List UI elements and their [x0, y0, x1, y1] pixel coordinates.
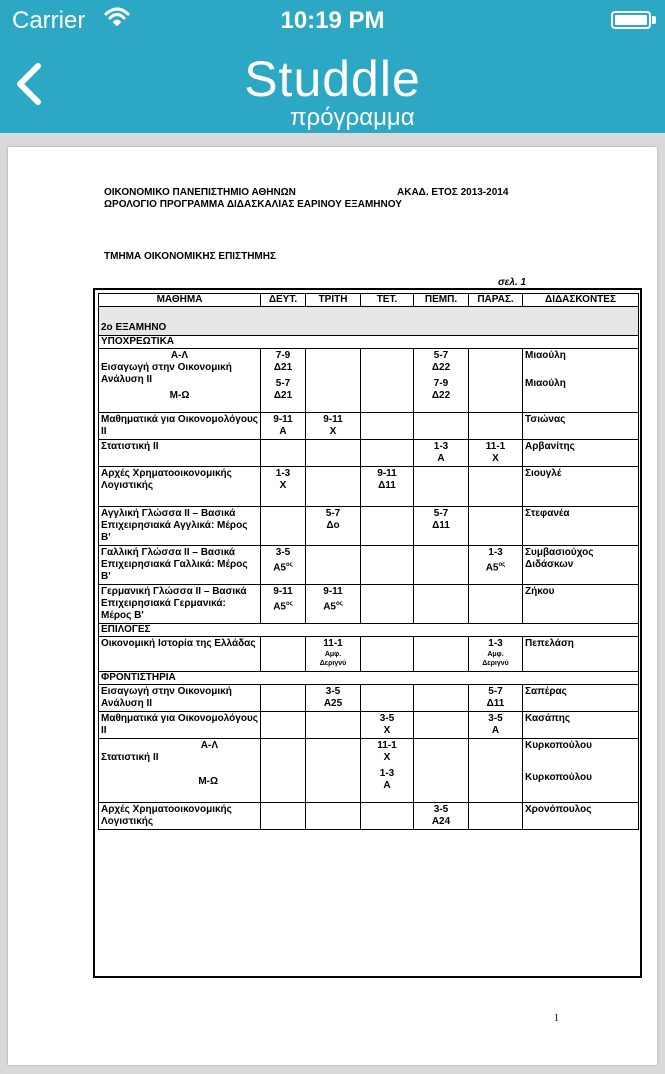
thu-cell [414, 507, 469, 546]
fri-cell [469, 546, 523, 585]
course-cell: Αρχές Χρηματοοικονομικής Λογιστικής [99, 467, 261, 507]
thu-cell [414, 546, 469, 585]
battery-icon [611, 11, 651, 29]
course-cell: Αγγλική Γλώσσα ΙΙ – Βασικά Επιχειρησιακά Αγγλικά: Μέρος Β' [99, 507, 261, 546]
teacher-cell: Χρονόπουλος [523, 803, 639, 830]
slot-room: Χ [492, 453, 499, 464]
slot-room: Α [491, 725, 500, 736]
slot-time: 3-5 [433, 804, 449, 815]
group-label: Μ-Ω [169, 390, 190, 401]
tue-cell [306, 739, 361, 803]
course-cell: Μαθηματικά για Οικονομολόγους ΙΙ [99, 712, 261, 739]
table-row [99, 507, 639, 546]
slot-room: Α5 [485, 562, 499, 574]
mon-cell [261, 637, 306, 672]
col-wed: ΤΕΤ. [361, 294, 414, 307]
teacher-cell: Κασάπης [523, 712, 639, 739]
fri-cell [469, 413, 523, 440]
slot-room: Δ11 [486, 698, 505, 709]
slot-time: 5-7 [275, 378, 291, 389]
room-suffix: ος [286, 601, 293, 607]
col-teachers: ΔΙΔΑΣΚΟΝΤΕΣ [523, 294, 639, 307]
wed-cell [361, 685, 414, 712]
group-label: Α-Λ [200, 740, 218, 751]
page-number: 1 [554, 1013, 559, 1024]
teacher-name: Μιαούλη [525, 378, 566, 389]
teacher-name: Κυρκοπούλου [525, 772, 592, 783]
wed-cell [361, 637, 414, 672]
wed-cell [361, 712, 414, 739]
program-title: ΩΡΟΛΟΓΙΟ ΠΡΟΓΡΑΜΜΑ ΔΙΔΑΣΚΑΛΙΑΣ ΕΑΡΙΝΟΥ ΕΞΑΜΗΝΟΥ [104, 199, 402, 210]
slot-time: 5-7 [488, 686, 503, 697]
course-cell: Εισαγωγή στην Οικονομική Ανάλυση ΙΙ [99, 685, 261, 712]
slot-time: 11-1 [377, 740, 397, 751]
slot-room: Δ21 [273, 390, 293, 401]
course-cell: Αρχές Χρηματοοικονομικής Λογιστικής [99, 803, 261, 830]
slot-room: Δ11 [432, 520, 450, 531]
mon-cell [261, 413, 306, 440]
slot-time: 1-3 [275, 468, 291, 479]
col-course: ΜΑΘΗΜΑ [99, 294, 261, 307]
section-row [99, 672, 639, 685]
group-label: Α-Λ [170, 350, 189, 361]
room-suffix: ος [286, 562, 293, 568]
wed-cell [361, 585, 414, 624]
fri-cell [469, 467, 523, 507]
slot-room: Α [383, 780, 391, 791]
thu-cell [414, 585, 469, 624]
course-cell [99, 349, 261, 413]
fri-cell [469, 440, 523, 467]
section-row [99, 624, 639, 637]
teacher-cell: Σιουγλέ [523, 467, 639, 507]
slot-time: 9-11 [323, 414, 343, 425]
slot-time: 1-3 [488, 547, 503, 558]
table-row [99, 803, 639, 830]
table-row [99, 467, 639, 507]
wed-cell [361, 546, 414, 585]
slot-time: 11-1 [485, 441, 506, 452]
course-name: Εισαγωγή στην Οικονομική Ανάλυση ΙΙ [101, 362, 232, 385]
course-name: Στατιστική ΙΙ [101, 752, 159, 763]
col-mon: ΔΕΥΤ. [261, 294, 306, 307]
wed-cell [361, 467, 414, 507]
university-name: ΟΙΚΟΝΟΜΙΚΟ ΠΑΝΕΠΙΣΤΗΜΙΟ ΑΘΗΝΩΝ [104, 187, 296, 198]
table-row [99, 739, 639, 803]
slot-time: 3-5 [325, 686, 341, 697]
course-cell: Μαθηματικά για Οικονομολόγους ΙΙ [99, 413, 261, 440]
thu-cell [414, 467, 469, 507]
schedule-table [98, 293, 639, 830]
wed-cell [361, 440, 414, 467]
teacher-name: Μιαούλη [525, 350, 566, 361]
wed-cell [361, 739, 414, 803]
section-tutorials: ΦΡΟΝΤΙΣΤΗΡΙΑ [99, 672, 639, 685]
teacher-name: Κυρκοπούλου [525, 740, 592, 751]
fri-cell [469, 739, 523, 803]
slot-room: Α5 [273, 562, 286, 574]
slot-room: Α [279, 426, 287, 437]
battery-tip [652, 16, 656, 24]
section-required: ΥΠΟΧΡΕΩΤΙΚΑ [99, 336, 639, 349]
slot-room: Χ [383, 752, 391, 763]
slot-room: Α25 [323, 698, 343, 709]
tue-cell [306, 546, 361, 585]
teacher-cell: Σαπέρας [523, 685, 639, 712]
col-thu: ΠΕΜΠ. [414, 294, 469, 307]
table-row [99, 440, 639, 467]
mon-cell [261, 739, 306, 803]
group-label: Μ-Ω [198, 776, 218, 787]
teacher-cell [523, 349, 639, 413]
slot-time: 9-11 [273, 414, 293, 425]
slot-time: 5-7 [433, 350, 449, 361]
slot-time: 5-7 [433, 508, 449, 519]
col-fri: ΠΑΡΑΣ. [469, 294, 523, 307]
tue-cell [306, 349, 361, 413]
table-row [99, 585, 639, 624]
slot-room: Δ21 [273, 362, 293, 373]
thu-cell [414, 803, 469, 830]
slot-time: 3-5 [275, 547, 291, 558]
fri-cell [469, 712, 523, 739]
thu-cell [414, 413, 469, 440]
slot-room: Δ22 [431, 362, 451, 373]
department-name: ΤΜΗΜΑ ΟΙΚΟΝΟΜΙΚΗΣ ΕΠΙΣΤΗΜΗΣ [104, 251, 276, 262]
slot-room: Α [437, 453, 445, 464]
slot-time: 1-3 [379, 768, 395, 779]
nav-bar [0, 40, 665, 133]
mon-cell [261, 349, 306, 413]
wed-cell [361, 507, 414, 546]
mon-cell [261, 712, 306, 739]
slot-room: Αμφ. [487, 651, 504, 658]
course-cell: Οικονομική Ιστορία της Ελλάδας [99, 637, 261, 672]
wed-cell [361, 413, 414, 440]
course-cell: Στατιστική ΙΙ [99, 440, 261, 467]
tue-cell [306, 637, 361, 672]
table-row [99, 413, 639, 440]
slot-room: Δ11 [378, 480, 396, 491]
academic-year: ΑΚΑΔ. ΕΤΟΣ 2013-2014 [397, 187, 509, 198]
teacher-cell: Πεπελάση [523, 637, 639, 672]
thu-cell [414, 685, 469, 712]
slot-room: Δεριγνύ [482, 660, 509, 667]
slot-room: Δ22 [431, 390, 451, 401]
mon-cell [261, 685, 306, 712]
slot-time: 1-3 [488, 638, 503, 649]
tue-cell [306, 507, 361, 546]
section-row [99, 336, 639, 349]
wed-cell [361, 803, 414, 830]
teacher-cell: Στεφανέα [523, 507, 639, 546]
semester-label: 2ο ΕΞΑΜΗΝΟ [99, 307, 639, 336]
room-suffix: ος [336, 601, 343, 607]
slot-time: 7-9 [275, 350, 291, 361]
teacher-cell: Αρβανίτης [523, 440, 639, 467]
course-cell: Γερμανική Γλώσσα ΙΙ – Βασικά Επιχειρησιακά Γερμανικά: Μέρος Β' [99, 585, 261, 624]
slot-time: 3-5 [379, 713, 395, 724]
teacher-cell: Τσιώνας [523, 413, 639, 440]
page-subtitle: πρόγραμμα [290, 104, 415, 131]
tue-cell [306, 685, 361, 712]
mon-cell [261, 467, 306, 507]
mon-cell [261, 585, 306, 624]
tue-cell [306, 803, 361, 830]
teacher-cell: Ζήκου [523, 585, 639, 624]
slot-time: 9-11 [377, 468, 397, 479]
tue-cell [306, 712, 361, 739]
fri-cell [469, 685, 523, 712]
status-bar [0, 0, 665, 40]
tue-cell [306, 413, 361, 440]
tue-cell [306, 440, 361, 467]
slot-room: Δεριγνύ [319, 660, 347, 667]
fri-cell [469, 507, 523, 546]
course-cell: Γαλλική Γλώσσα ΙΙ – Βασικά Επιχειρησιακά Γαλλικά: Μέρος Β' [99, 546, 261, 585]
slot-room: Α5 [273, 601, 286, 613]
mon-cell [261, 546, 306, 585]
slot-time: 9-11 [323, 586, 343, 597]
table-row [99, 637, 639, 672]
slot-room: Χ [383, 725, 391, 736]
carrier-label: Carrier [12, 7, 86, 34]
slot-time: 7-9 [433, 378, 449, 389]
thu-cell [414, 712, 469, 739]
slot-time: 1-3 [433, 441, 449, 452]
wed-cell [361, 349, 414, 413]
fri-cell [469, 349, 523, 413]
slot-time: 5-7 [325, 508, 341, 519]
course-cell [99, 739, 261, 803]
slot-room: Α5 [323, 601, 336, 613]
fri-cell [469, 585, 523, 624]
semester-row [99, 307, 639, 336]
fri-cell [469, 803, 523, 830]
thu-cell [414, 739, 469, 803]
thu-cell [414, 637, 469, 672]
section-electives: ΕΠΙΛΟΓΕΣ [99, 624, 639, 637]
slot-time: 11-1 [323, 638, 343, 649]
thu-cell [414, 440, 469, 467]
slot-time: 3-5 [488, 713, 503, 724]
teacher-cell [523, 739, 639, 803]
table-row [99, 685, 639, 712]
table-row [99, 712, 639, 739]
mon-cell [261, 507, 306, 546]
thu-cell [414, 349, 469, 413]
tue-cell [306, 585, 361, 624]
app-title: Studdle [244, 51, 421, 107]
table-row [99, 546, 639, 585]
room-suffix: ος [498, 562, 506, 568]
slot-room: Χ [329, 426, 337, 437]
schedule-document[interactable] [8, 147, 657, 1065]
slot-room: Χ [279, 480, 287, 491]
slot-time: 9-11 [273, 586, 293, 597]
mon-cell [261, 803, 306, 830]
slot-room: Α24 [431, 816, 451, 827]
clock: 10:19 PM [280, 7, 385, 34]
mon-cell [261, 440, 306, 467]
teacher-cell: Συμβασιούχος Διδάσκων [523, 546, 639, 585]
slot-room: Δο [326, 520, 340, 531]
table-header-row [99, 294, 639, 307]
table-row [99, 349, 639, 413]
page-label: σελ. 1 [498, 277, 527, 288]
tue-cell [306, 467, 361, 507]
col-tue: ΤΡΙΤΗ [306, 294, 361, 307]
slot-room: Αμφ. [324, 651, 342, 658]
fri-cell [469, 637, 523, 672]
